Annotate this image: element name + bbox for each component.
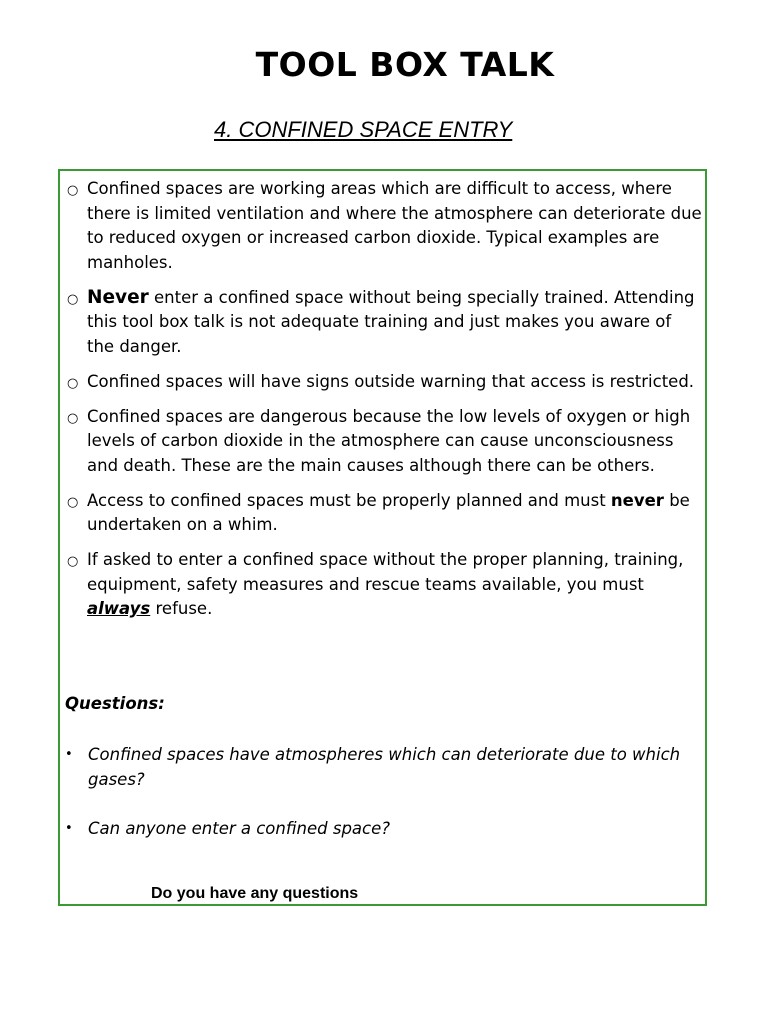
question-text: Confined spaces have atmospheres which can deteriorate due to which gases? [88, 745, 681, 789]
circle-bullet-icon: ○ [67, 291, 79, 307]
circle-bullet-icon: ○ [67, 494, 79, 510]
document-subtitle: 4. CONFINED SPACE ENTRY [214, 117, 513, 142]
closing-prompt: Do you have any questions [151, 885, 359, 902]
always-emphasis: always [87, 599, 151, 618]
list-item-text: refuse. [150, 599, 213, 618]
list-item-text: If asked to enter a confined space without the proper planning, training, equipment, safety measures and rescue teams available, you must [87, 550, 684, 594]
circle-bullet-icon: ○ [67, 375, 79, 391]
list-item [66, 548, 702, 622]
list-item-text: be undertaken on a whim. [87, 490, 690, 534]
dot-bullet-icon: • [65, 821, 73, 836]
question-text: Can anyone enter a confined space? [88, 819, 391, 838]
question-item [65, 743, 685, 792]
dot-bullet-icon: • [65, 747, 73, 762]
list-item-text: Confined spaces are working areas which are difficult to access, where there is limited ventilation and where the atmosphere can deteriorate due to reduced oxygen or increased carbon dioxide. Typical examples are manholes. [87, 179, 702, 272]
circle-bullet-icon: ○ [67, 410, 79, 426]
bullet-list [66, 177, 702, 632]
list-item [66, 370, 702, 395]
list-item [66, 405, 702, 479]
list-item-text: Confined spaces are dangerous because the low levels of oxygen or high levels of carbon dioxide in the atmosphere can cause unconsciousness and death. These are the main causes although there can be others. [87, 406, 691, 475]
never-emphasis: never [610, 490, 664, 510]
list-item [66, 177, 702, 275]
questions-heading: Questions: [65, 694, 165, 713]
document-title: TOOL BOX TALK [255, 45, 555, 84]
list-item [66, 489, 702, 538]
list-item-text: Confined spaces will have signs outside warning that access is restricted. [87, 371, 695, 391]
circle-bullet-icon: ○ [67, 554, 79, 569]
question-item [65, 817, 685, 842]
list-item-text: Access to confined spaces must be properly planned and must [87, 490, 611, 510]
circle-bullet-icon: ○ [67, 183, 79, 198]
content-box [58, 169, 707, 906]
never-emphasis: Never [87, 286, 149, 308]
list-item [66, 286, 702, 360]
list-item-text: enter a confined space without being specially trained. Attending this tool box talk is not adequate training and just makes you aware of the danger. [87, 287, 695, 356]
